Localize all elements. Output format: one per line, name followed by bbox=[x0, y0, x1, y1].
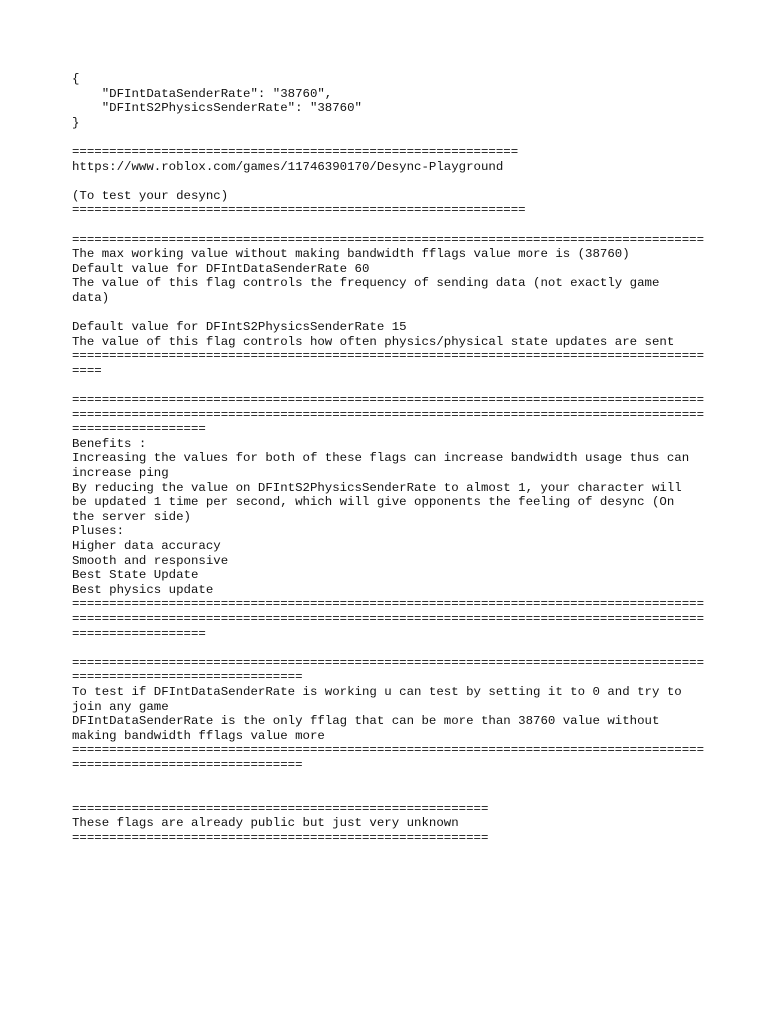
document-line: join any game bbox=[72, 699, 169, 714]
document-line: ==== bbox=[72, 363, 102, 378]
document-line: By reducing the value on DFIntS2PhysicsSenderRate to almost 1, your character will bbox=[72, 480, 682, 495]
document-line: ===================================================================================== bbox=[72, 597, 705, 612]
document-line: making bandwidth fflags value more bbox=[72, 728, 325, 743]
document-line: be updated 1 time per second, which will give opponents the feeling of desync (On bbox=[72, 495, 675, 510]
document-line bbox=[72, 174, 712, 189]
document-line: ===================================================================================== bbox=[72, 655, 705, 670]
document-line: =============================== bbox=[72, 670, 303, 685]
document-line: The value of this flag controls the frequency of sending data (not exactly game bbox=[72, 276, 660, 291]
document-line: The max working value without making bandwidth fflags value more is (38760) bbox=[72, 247, 630, 262]
document-line: Best State Update bbox=[72, 568, 199, 583]
document-line: Higher data accuracy bbox=[72, 539, 221, 553]
document-line: The value of this flag controls how often physics/physical state updates are sent bbox=[72, 334, 675, 349]
document-line: ================== bbox=[72, 422, 206, 437]
document-line: Pluses: bbox=[72, 524, 125, 539]
document-line: "DFIntDataSenderRate": "38760", bbox=[72, 86, 333, 101]
document-line: Default value for DFIntDataSenderRate 60 bbox=[72, 261, 370, 276]
document-line: { bbox=[72, 72, 80, 86]
document-line: To test if DFIntDataSenderRate is working u can test by setting it to 0 and try to bbox=[72, 684, 682, 699]
document-line bbox=[72, 787, 712, 802]
document-line: ===================================================================================== bbox=[72, 407, 705, 422]
document-line: ============================================================= bbox=[72, 203, 526, 218]
document-line bbox=[72, 773, 712, 788]
document-line: increase ping bbox=[72, 466, 169, 481]
document-line: data) bbox=[72, 290, 110, 305]
document-line: ===================================================================================== bbox=[72, 349, 705, 364]
document-line: ======================================================== bbox=[72, 830, 489, 845]
document-line: Smooth and responsive bbox=[72, 553, 229, 568]
document-line bbox=[72, 130, 712, 145]
document-line bbox=[72, 378, 712, 393]
document-line: ===================================================================================== bbox=[72, 611, 705, 626]
document-line: These flags are already public but just very unknown bbox=[72, 816, 459, 831]
document-line: ======================================================== bbox=[72, 801, 489, 816]
document-line: ===================================================================================== bbox=[72, 743, 705, 758]
document-line: DFIntDataSenderRate is the only fflag that can be more than 38760 value without bbox=[72, 714, 660, 729]
document-line: Best physics update bbox=[72, 582, 214, 597]
document-line: "DFIntS2PhysicsSenderRate": "38760" bbox=[72, 101, 362, 116]
document-line: =============================== bbox=[72, 757, 303, 772]
document-line: (To test your desync) bbox=[72, 188, 229, 203]
document-line: Default value for DFIntS2PhysicsSenderRate 15 bbox=[72, 320, 407, 335]
document-page bbox=[72, 72, 712, 845]
document-line: ============================================================ bbox=[72, 144, 519, 159]
document-line: Benefits : bbox=[72, 436, 147, 451]
document-line: ===================================================================================== bbox=[72, 232, 705, 247]
document-line bbox=[72, 218, 712, 233]
document-line: the server side) bbox=[72, 509, 191, 524]
document-line: ================== bbox=[72, 626, 206, 641]
document-line: https://www.roblox.com/games/11746390170/Desync-Playground bbox=[72, 159, 504, 174]
document-line bbox=[72, 641, 712, 656]
document-line: ===================================================================================== bbox=[72, 393, 705, 408]
document-line: } bbox=[72, 115, 80, 130]
document-line: Increasing the values for both of these flags can increase bandwidth usage thus can bbox=[72, 451, 690, 466]
document-line bbox=[72, 306, 712, 321]
